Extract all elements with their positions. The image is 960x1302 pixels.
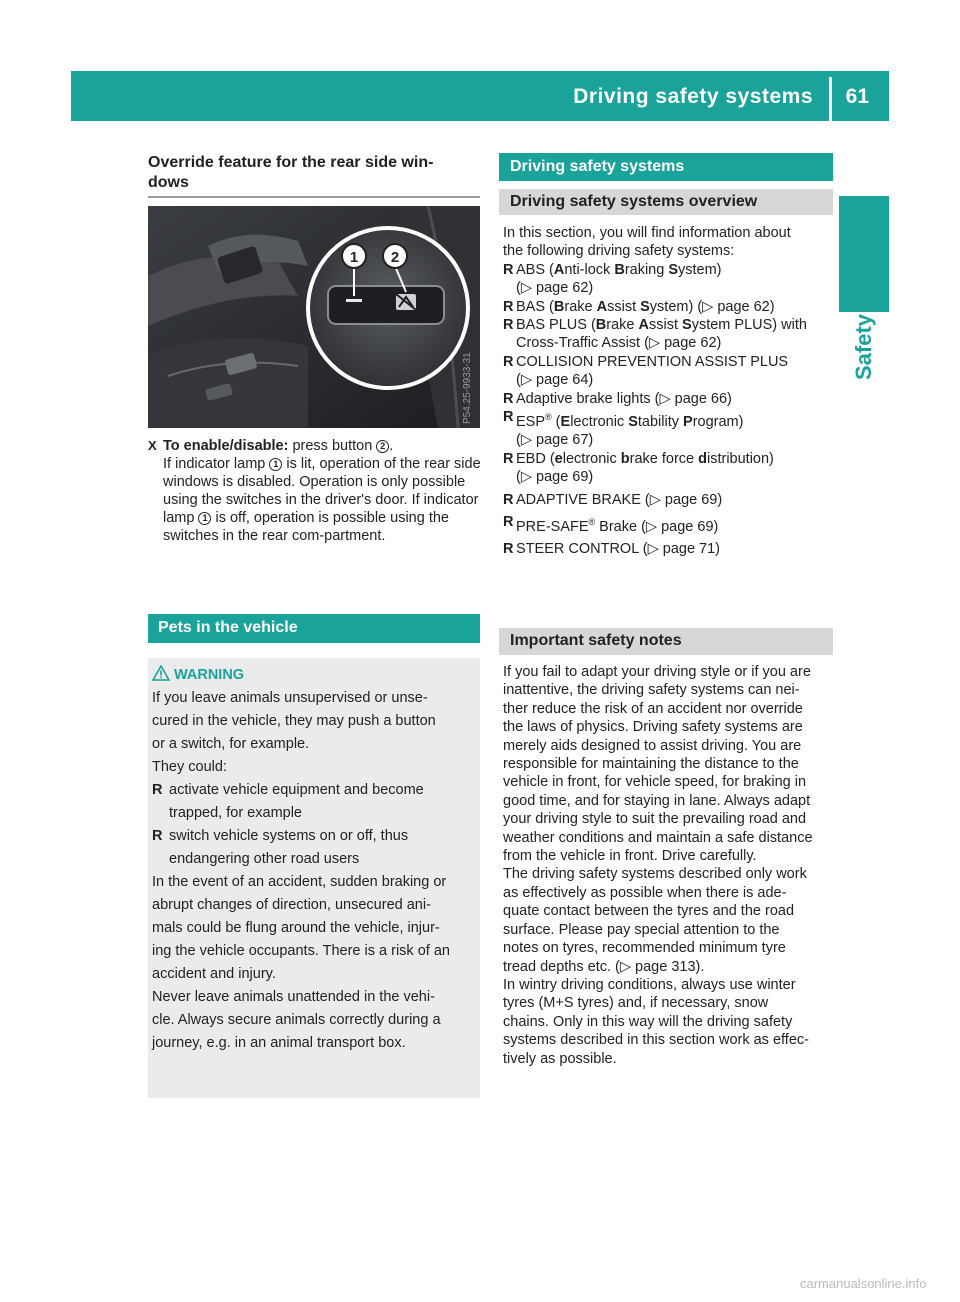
warning-item-line: activate vehicle equipment and become xyxy=(169,782,424,798)
notes-heading: Important safety notes xyxy=(510,632,682,649)
warning-line: accident and injury. xyxy=(152,966,276,982)
bullet-marker: R xyxy=(503,409,514,426)
bullet-marker: R xyxy=(503,541,514,558)
item-bold: E xyxy=(560,413,571,430)
step-line2b: is lit, operation of the rear side windows is disabled. Operation is only possible using the switches in the driver's door. If indicator lamp xyxy=(163,456,481,526)
warning-box xyxy=(148,658,480,1098)
notes-line: notes on tyres, recommended minimum tyre xyxy=(503,940,786,957)
page-header-bar xyxy=(71,71,889,121)
item-text: nti-lock xyxy=(564,261,615,278)
notes-line: tively as possible. xyxy=(503,1050,617,1067)
item-text[interactable]: ADAPTIVE BRAKE (▷ page 69) xyxy=(516,491,723,508)
item-text: tability xyxy=(637,413,684,430)
item-text: ABS ( xyxy=(516,261,554,278)
side-tab-label: Safety xyxy=(851,313,876,381)
system-item-steer-control xyxy=(503,540,835,558)
instruction-step xyxy=(148,437,482,545)
warning-title-row xyxy=(152,664,476,687)
notes-heading-bar xyxy=(499,628,833,655)
warning-line: If you leave animals unsupervised or unse- xyxy=(152,690,428,706)
warning-line: cured in the vehicle, they may push a button xyxy=(152,713,436,729)
item-bold: b xyxy=(620,450,630,467)
intro-line: In this section, you will find information about xyxy=(503,225,791,241)
item-bold: S xyxy=(682,317,692,334)
bullet-marker: R xyxy=(503,353,514,370)
notes-body xyxy=(503,663,836,1068)
item-text: BAS PLUS ( xyxy=(516,317,596,334)
notes-line: good time, and for staying in lane. Always adapt xyxy=(503,792,811,809)
notes-line: tyres (M+S tyres) and, if necessary, snow xyxy=(503,995,769,1012)
item-text: ssist xyxy=(607,298,641,315)
override-heading xyxy=(148,153,478,193)
intro-line: the following driving safety systems: xyxy=(503,243,735,260)
side-tab-label-wrap xyxy=(839,312,889,382)
warning-item-line: switch vehicle systems on or off, thus xyxy=(169,828,409,844)
footer-watermark: carmanualsonline.info xyxy=(800,1276,927,1291)
bullet-marker: R xyxy=(503,261,514,278)
notes-line: from the vehicle in front. Drive carefully. xyxy=(503,848,757,865)
warning-line: cle. Always secure animals correctly during a xyxy=(152,1012,441,1028)
item-text: ssist xyxy=(649,317,683,334)
photo-code: P54.25-9933-31 xyxy=(462,352,473,424)
overview-body xyxy=(503,224,835,559)
pets-heading: Pets in the vehicle xyxy=(158,619,298,636)
bullet-marker: R xyxy=(503,450,514,467)
notes-line: weather conditions and maintain a safe distance xyxy=(503,829,813,846)
notes-line: quate contact between the tyres and the road xyxy=(503,903,795,920)
item-text: raking xyxy=(624,261,669,278)
step-line2a: If indicator lamp xyxy=(163,456,270,472)
system-item-bas-plus xyxy=(503,316,835,353)
system-item-bas xyxy=(503,298,835,316)
system-item-esp xyxy=(503,408,835,450)
item-bold: P xyxy=(683,413,693,430)
bullet-marker: R xyxy=(503,390,514,407)
notes-line: ther reduce the risk of an accident nor override xyxy=(503,700,803,717)
warning-line: abrupt changes of direction, unsecured ani- xyxy=(152,897,431,913)
header-divider xyxy=(829,77,832,121)
warning-line: In the event of an accident, sudden braking or xyxy=(152,874,447,890)
item-bold: e xyxy=(554,450,563,467)
item-bold: S xyxy=(640,298,650,315)
step-num-1b: 1 xyxy=(198,512,211,525)
callout-2: 2 xyxy=(390,249,400,266)
item-text[interactable]: Adaptive brake lights (▷ page 66) xyxy=(516,390,732,407)
warning-triangle-icon xyxy=(152,665,170,681)
bullet-marker: R xyxy=(503,491,514,508)
item-text: rake force xyxy=(629,450,699,467)
notes-line: chains. Only in this way will the driving safety xyxy=(503,1013,793,1030)
step-line2c: is off, operation is possible using the switches in the rear com-partment. xyxy=(163,510,449,544)
warning-list-item xyxy=(152,779,476,825)
notes-line: merely aids designed to assist driving. You are xyxy=(503,737,802,754)
item-text: rake xyxy=(564,298,597,315)
bullet-marker: R xyxy=(152,828,163,844)
notes-line: vehicle in front, for vehicle speed, for braking in xyxy=(503,774,807,791)
warning-item-line: trapped, for example xyxy=(169,805,302,821)
page-ref[interactable]: Cross-Traffic Assist (▷ page 62) xyxy=(516,335,722,352)
item-bold: B xyxy=(614,261,625,278)
item-text: EBD ( xyxy=(516,450,555,467)
item-text: rogram) xyxy=(692,413,744,430)
page-ref[interactable]: (▷ page 67) xyxy=(516,432,594,449)
item-text: istribution) xyxy=(707,450,774,467)
item-text: BAS ( xyxy=(516,298,554,315)
step-num-1a: 1 xyxy=(269,458,282,471)
registered-mark: ® xyxy=(588,516,596,527)
item-text: ( xyxy=(551,413,561,430)
item-text[interactable]: ystem) (▷ page 62) xyxy=(649,298,775,315)
warning-line: They could: xyxy=(152,759,227,775)
item-text: PRE-SAFE xyxy=(516,518,589,535)
step-marker: X xyxy=(148,438,157,453)
step-lead-rest: press button xyxy=(288,438,377,454)
bullet-marker: R xyxy=(152,782,163,798)
notes-line: inattentive, the driving safety systems can nei- xyxy=(503,682,800,699)
bullet-marker: R xyxy=(503,513,514,530)
page-ref[interactable]: (▷ page 62) xyxy=(516,280,594,297)
item-text: lectronic xyxy=(562,450,621,467)
item-bold: A xyxy=(553,261,565,278)
notes-line: the laws of physics. Driving safety systems are xyxy=(503,719,803,736)
page-number: 61 xyxy=(845,85,869,108)
system-item-adaptive-brake xyxy=(503,491,835,509)
system-item-abs xyxy=(503,261,835,298)
item-text: ystem) xyxy=(678,261,722,278)
item-text: COLLISION PREVENTION ASSIST PLUS xyxy=(516,353,789,370)
item-text: rake xyxy=(606,317,639,334)
side-tab xyxy=(839,196,889,312)
warning-line: journey, e.g. in an animal transport box. xyxy=(152,1035,406,1051)
overview-heading-bar xyxy=(499,189,833,215)
notes-line: The driving safety systems described only work xyxy=(503,866,807,883)
notes-line: In wintry driving conditions, always use winter xyxy=(503,976,796,993)
pets-heading-bar xyxy=(148,614,480,643)
notes-line[interactable]: tread depths etc. (▷ page 313). xyxy=(503,958,705,975)
section-heading-bar xyxy=(499,153,833,181)
system-item-collision xyxy=(503,353,835,390)
step-after-num2: . xyxy=(389,438,394,454)
item-bold: A xyxy=(596,298,608,315)
notes-line: surface. Please pay special attention to the xyxy=(503,921,780,938)
bullet-marker: R xyxy=(503,317,514,334)
door-switch-illustration xyxy=(148,206,480,428)
warning-title: WARNING xyxy=(174,667,245,683)
registered-mark: ® xyxy=(545,412,552,423)
step-lead: To enable/disable: xyxy=(163,438,289,454)
bullet-marker: R xyxy=(503,298,514,315)
item-text: ystem PLUS) with xyxy=(691,317,807,334)
section-heading: Driving safety systems xyxy=(510,158,685,175)
header-title: Driving safety systems xyxy=(573,85,813,108)
notes-line: responsible for maintaining the distance to the xyxy=(503,756,799,773)
notes-line: If you fail to adapt your driving style or if you are xyxy=(503,664,811,680)
item-bold: A xyxy=(638,317,649,334)
item-bold: S xyxy=(628,413,638,430)
warning-line: or a switch, for example. xyxy=(152,736,310,752)
warning-item-line: endangering other road users xyxy=(169,851,360,867)
notes-line: systems described in this section work as effec- xyxy=(503,1032,809,1049)
item-bold: d xyxy=(698,450,707,467)
page-ref[interactable]: (▷ page 69) xyxy=(516,469,594,486)
item-text: lectronic xyxy=(570,413,629,430)
notes-line: your driving style to suit the prevailing road and xyxy=(503,811,807,828)
heading-rule xyxy=(148,196,480,198)
system-item-pre-safe xyxy=(503,513,835,536)
override-heading-text: Override feature for the rear side win- dows xyxy=(148,154,434,191)
item-bold: B xyxy=(553,298,565,315)
warning-line: mals could be flung around the vehicle, injur- xyxy=(152,920,440,936)
item-bold: S xyxy=(668,261,679,278)
page-ref[interactable]: (▷ page 64) xyxy=(516,372,594,389)
warning-line: ing the vehicle occupants. There is a risk of an xyxy=(152,943,450,959)
notes-line: as effectively as possible when there is ade- xyxy=(503,884,787,901)
system-item-adaptive-lights xyxy=(503,390,835,408)
item-text[interactable]: STEER CONTROL (▷ page 71) xyxy=(516,541,721,558)
callout-1: 1 xyxy=(349,249,359,266)
warning-list-item xyxy=(152,825,476,871)
item-text[interactable]: Brake (▷ page 69) xyxy=(595,518,719,535)
step-num-2: 2 xyxy=(376,440,389,453)
item-text: ESP xyxy=(516,413,546,430)
system-item-ebd xyxy=(503,450,835,487)
overview-heading: Driving safety systems overview xyxy=(510,193,758,210)
item-bold: B xyxy=(595,317,607,334)
door-switch-photo xyxy=(148,206,480,428)
warning-line: Never leave animals unattended in the vehi- xyxy=(152,989,435,1005)
